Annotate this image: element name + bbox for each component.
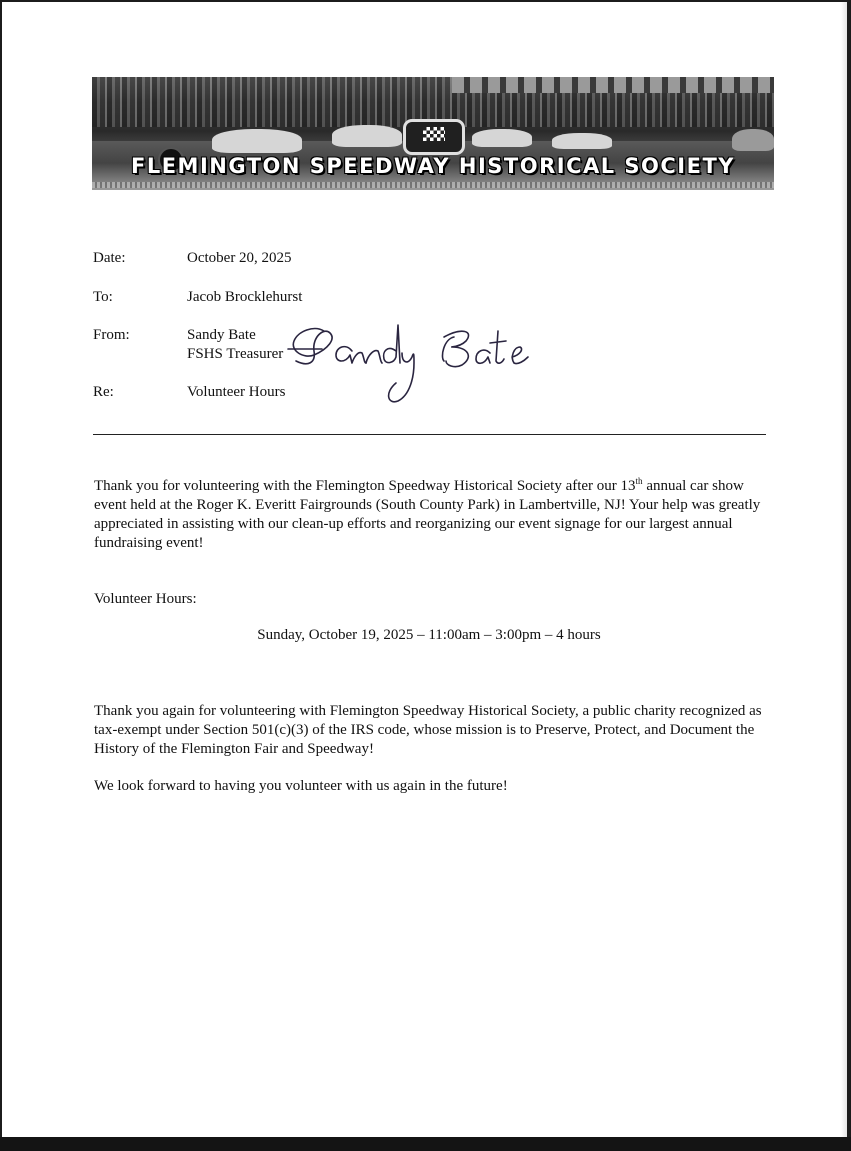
header-divider [93, 434, 766, 435]
header-banner [92, 77, 774, 190]
viewer-bottom-edge [0, 1137, 851, 1151]
re-label: Re: [93, 384, 114, 400]
signature [284, 317, 546, 407]
banner-grandstand-roof [452, 77, 774, 93]
hours-heading: Volunteer Hours: [94, 591, 197, 607]
letter-page [2, 2, 847, 1137]
closing-paragraph: We look forward to having you volunteer with us again in the future! [94, 778, 508, 794]
intro-text-part1: Thank you for volunteering with the Flemington Speedway Historical Society after our 13 [94, 478, 636, 494]
date-label: Date: [93, 250, 126, 266]
from-name: Sandy Bate [187, 327, 256, 343]
intro-paragraph [94, 477, 770, 553]
checkered-flag-icon [423, 127, 445, 141]
hours-detail: Sunday, October 19, 2025 – 11:00am – 3:00pm – 4 hours [257, 627, 601, 643]
date-value: October 20, 2025 [187, 250, 292, 266]
re-value: Volunteer Hours [187, 384, 286, 400]
from-label: From: [93, 327, 130, 343]
banner-race-car [552, 133, 612, 149]
to-label: To: [93, 289, 113, 305]
banner-race-car [212, 129, 302, 153]
ordinal-suffix: th [635, 476, 643, 486]
banner-race-car [472, 129, 532, 147]
banner-tagline-strip [92, 182, 774, 188]
intro-text-part2: annual car show event held at the Roger K. Everitt Fairgrounds (South County Park) in Lambertville, NJ! Your help was greatly appreciated in assisting with our clean-up efforts and reorganizing our event signage for our largest annual fundraising event! [94, 478, 761, 551]
mission-paragraph: Thank you again for volunteering with Flemington Speedway Historical Society, a public charity recognized as tax-exempt under Section 501(c)(3) of the IRS code, whose mission is to Preserve, Protect, and Document the History of the Flemington Fair and Speedway! [94, 703, 762, 757]
banner-race-car [732, 129, 774, 151]
banner-title: FLEMINGTON SPEEDWAY HISTORICAL SOCIETY [130, 154, 735, 178]
banner-race-car [332, 125, 402, 147]
from-title: FSHS Treasurer [187, 346, 284, 362]
checkered-flag-logo [403, 119, 465, 155]
to-value: Jacob Brocklehurst [187, 289, 303, 305]
page-edge-shadow [841, 2, 847, 1137]
